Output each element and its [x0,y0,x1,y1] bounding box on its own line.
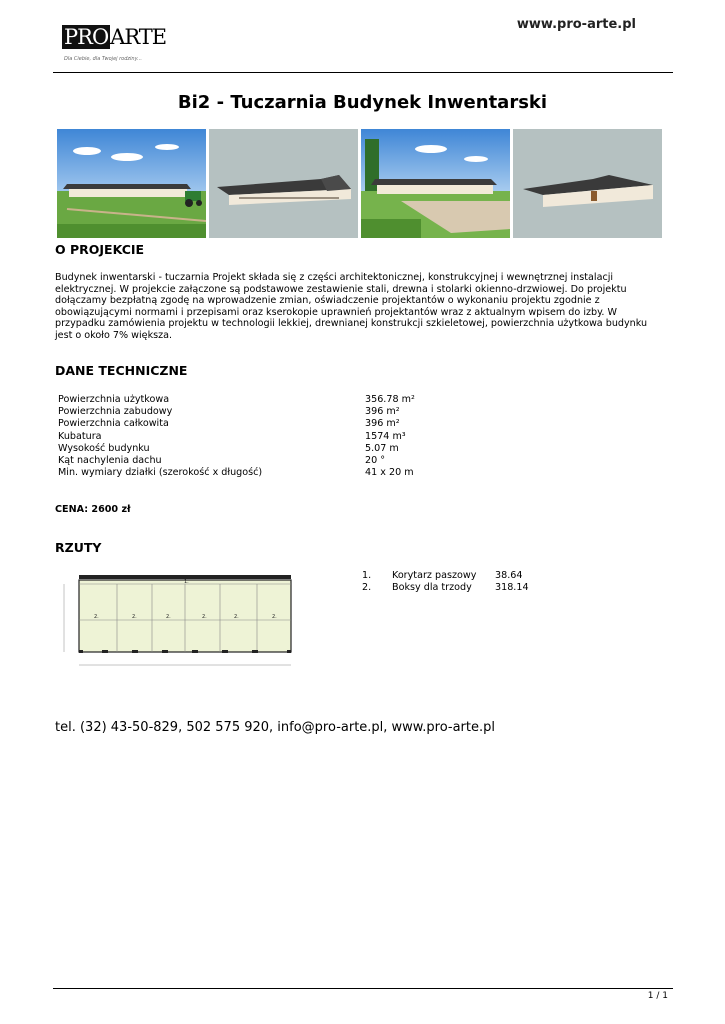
tech-label: Powierzchnia całkowita [58,418,169,430]
tech-label: Wysokość budynku [58,442,150,454]
tech-value: 396 m² [365,406,400,418]
page-title: Bi2 - Tuczarnia Budynek Inwentarski [177,92,548,113]
room-label: 2. [272,614,277,620]
about-text: Budynek inwentarski - tuczarnia Projekt składa się z części architektonicznej, konstrukcyjnej i wewnętrznej instalacji elektrycznej. W projekcie załączone są podstawowe zestawienie stali, drewna i stolarki okienno-drzwiowej. Do projektu dołączamy bezpłatną zgodę na wprowadzenie zmian, oświadczenie projektantów o wykonaniu projektu zgodnie z obowiązującymi normami i przepisami oraz kserokopie uprawnień projektantów wraz z aktualnym wpisem do izby. W przypadku zamówienia projektu w technologii lekkiej, drewnianej konstrukcji szkieletowej, powierzchnia użytkowa budynku jest o około 7% większa. [55,272,648,341]
room-label: 2. [202,614,207,620]
tech-row [58,394,478,406]
logo-wordmark: PROARTE [64,25,167,49]
project-photo-2[interactable] [209,129,358,238]
tech-value: 41 x 20 m [365,467,414,479]
room-number: 2. [362,582,372,594]
room-name: Boksy dla trzody [392,582,472,594]
project-photo-1[interactable] [57,129,206,238]
room-label: 2. [234,614,239,620]
room-label: 2. [132,614,137,620]
plans-section [55,540,101,555]
tech-label: Powierzchnia zabudowy [58,406,173,418]
price: CENA: 2600 zł [55,504,131,515]
room-row [362,570,562,582]
tech-row [58,467,478,479]
room-area: 38.64 [495,570,523,581]
tech-value: 20 ° [365,454,386,466]
tech-heading: DANE TECHNICZNE [55,363,188,378]
tech-section [55,363,187,378]
project-photo-4[interactable] [513,129,662,238]
logo [62,24,167,64]
tech-row [58,431,478,443]
room-name: Korytarz paszowy [392,570,477,581]
header-divider [53,72,673,73]
room-row [362,582,562,594]
tech-value: 1574 m³ [365,430,406,442]
tech-row [58,443,478,455]
tech-label: Powierzchnia użytkowa [58,394,170,405]
room-label: 2. [166,614,171,620]
plans-heading: RZUTY [55,540,102,555]
tech-label: Kąt nachylenia dachu [58,454,162,466]
project-photo-3[interactable] [361,129,510,238]
tech-row [58,418,478,430]
room-number: 1. [362,570,372,581]
floor-plan[interactable] [62,570,298,670]
room-label: 1. [184,579,189,585]
logo-tagline: Dla Ciebie, dla Twojej rodziny... [64,56,142,62]
tech-label: Kubatura [58,430,102,442]
header-site-url[interactable]: www.pro-arte.pl [516,17,636,32]
about-section [55,242,144,257]
tech-value: 5.07 m [365,442,399,454]
tech-value: 396 m² [365,418,400,430]
room-list [362,570,562,594]
room-area: 318.14 [495,582,529,594]
page-number: 1 / 1 [647,991,668,1001]
footer-divider [53,988,673,989]
tech-value: 356.78 m² [365,394,415,405]
about-heading: O PROJEKCIE [55,242,145,257]
room-label: 2. [94,614,99,620]
tech-row [58,455,478,467]
tech-label: Min. wymiary działki (szerokość x długość) [58,467,263,479]
tech-table [58,394,478,479]
contact-info: tel. (32) 43-50-829, 502 575 920, info@pro-arte.pl, www.pro-arte.pl [55,720,495,735]
tech-row [58,406,478,418]
